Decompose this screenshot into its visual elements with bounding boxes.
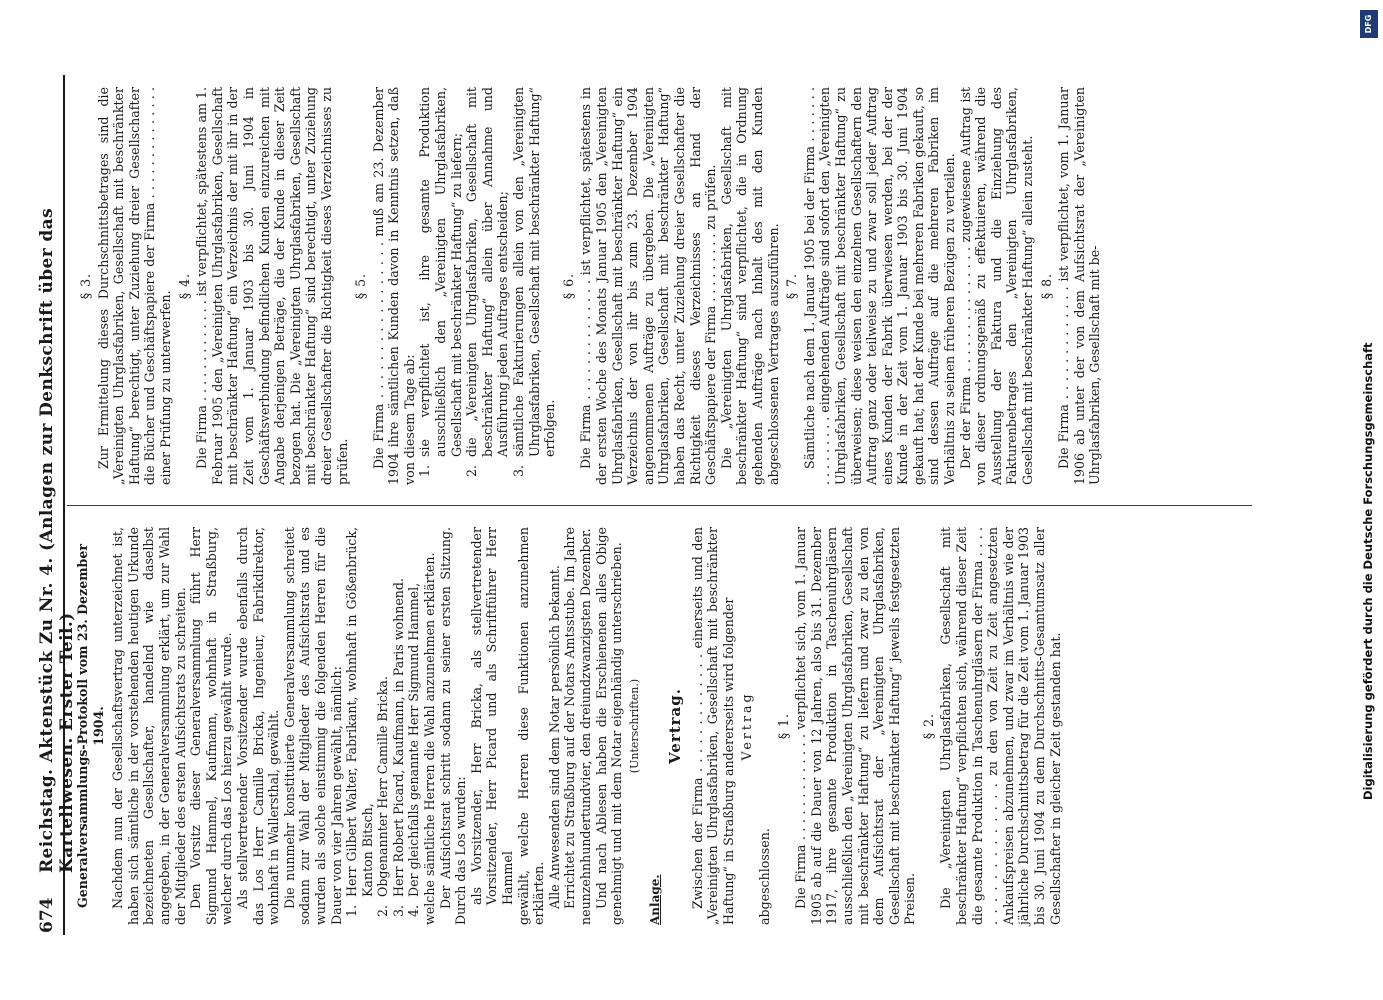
paragraph: Zur Ermittelung dieses Durchschnittsbetrages sind die „Vereinigten Uhrglasfabriken, Gesellschaft mit beschränkter Haftung“ berechtigt, unter Zuziehung dreier Gesellschafter die Bücher und Geschäftspapiere der Firma . . . . . . . . . . . . . . einer Prüfung zu unterwerfen. bbox=[95, 87, 173, 485]
paragraph: Der der Firma . . . . . . . . . . . . . . . zugewiesene Auftrag ist von dieser ordnungsgemäß zu effektuieren, während die Ausstellung der Faktura und die Einziehung des Fakturenbetrages den „Vereinigten Uhrglasfabriken, Gesellschaft mit beschränkter Haftung“ allein zusteht. bbox=[957, 87, 1036, 485]
vertrag-heading: Vertrag. bbox=[665, 688, 684, 764]
paragraph: Die Firma . . . . . . . . . . . . . ist verpflichtet, vom 1. Januar 1906 ab unter der von dem Aufsichtsrat der „Vereinigten Uhrglasfabriken, Gesellschaft mit be- bbox=[1056, 87, 1103, 485]
right-column bbox=[75, 87, 1103, 485]
paragraph: Zwischen der Firma . . . . . . . . . . . . . einerseits und den „Vereinigten Uhrglasfabriken, Gesellschaft mit beschränkter Haftung“ in Straßburg andererseits wird folgender bbox=[689, 527, 736, 925]
paragraph: Alle Anwesenden sind dem Notar persönlich bekannt. bbox=[546, 565, 562, 909]
paragraph: Die Firma . . . . . . . . . . . . . verpflichtet sich, vom 1. Januar 1905 ab auf die Dauer von 12 Jahren, also bis 31. Dezember 1917, ihre gesamte Produktion in Taschenuhrgläsern ausschließlich den „Vereinigten Uhrglasfabriken, Gesellschaft mit beschränkter Haftung“ zu liefern und zwar zu den von dem Aufsichtsrat der „Vereinigten Uhrglasfabriken, Gesellschaft mit beschränkter Haftung“ jeweils festgesetzten Preisen. bbox=[793, 527, 918, 925]
paragraph: Errichtet zu Straßburg auf der Notars Amtsstube. Im Jahre neunzehnhundertundvier, den dreiundzwanzigsten Dezember. bbox=[562, 527, 593, 925]
anlage-label: Anlage. bbox=[648, 874, 663, 925]
section-6-heading: § 6. bbox=[560, 272, 576, 300]
protocol-heading: Generalversammlungs-Protokoll vom 23. Dezember 1904. bbox=[75, 544, 106, 909]
member-item: 2. Obgenannter Herr Camille Bricka. bbox=[375, 676, 391, 917]
paragraph: Die „Vereinigten Uhrglasfabriken, Gesellschaft mit beschränkter Haftung“ verpflichten sich, während dieser Zeit die gesamte Produktion in Taschenuhrgläsern der Firma . . . . . . . . . . . . . . . . . zu den von Zeit zu Zeit angesetzten Ankaufspreisen abzunehmen, und zwar im Verhältnis wie der jährliche Durchschnittsbetrag für die Zeit vom 1. Januar 1903 bis 30. Juni 1904 zu dem Durchschnitts-Gesamtumsatz aller Gesellschafter in gleicher Zeit gestanden hat. bbox=[938, 527, 1063, 925]
running-title: Reichstag. Aktenstück Zu Nr. 4. (Anlagen zur Denkschrift über das Kartellwesen. Erster Teil.) bbox=[37, 207, 77, 873]
document-page bbox=[29, 75, 1359, 935]
paragraph: Die „Vereinigten Uhrglasfabriken, Gesellschaft mit beschränkter Haftung“ sind verpflichtet, die in Ordnung gehenden Aufträge nach Inhalt des mit den Kunden abgeschlossenen Vertrages auszuführen. bbox=[718, 87, 781, 485]
column-divider bbox=[67, 505, 1252, 506]
vertrag-spaced: Vertrag bbox=[739, 691, 755, 761]
paragraph: Nachdem nun der Gesellschaftsvertrag unterzeichnet ist, haben sich sämtliche in der vorstehenden heutigen Urkunde bezeichneten Gesellschafter, handelnd wie daselbst angegeben, in der Generalversammlung erklärt, um zur Wahl der Mitglieder des ersten Aufsichtsrats zu schreiten. bbox=[110, 527, 188, 925]
officers-list: als Vorsitzender, Herr Bricka, als stellvertretender Vorsitzender, Herr Picard und als Schriftführer Herr Hammel bbox=[468, 527, 516, 905]
section-5-heading: § 5. bbox=[353, 272, 369, 300]
signatures-note: (Unterschriften.) bbox=[627, 678, 641, 774]
paragraph: Der Aufsichtsrat schritt sodann zu seiner ersten Sitzung. Durch das Los wurden: bbox=[437, 527, 469, 925]
paragraph: Die Firma . . . . . . . . . . . . . . . . . muß am 23. Dezember 1904 ihre sämtlichen Kunden davon in Kenntnis setzen, daß von diesem Tage ab: bbox=[370, 87, 417, 485]
digitization-note: Digitalisierung gefördert durch die Deutsche Forschungsgemeinschaft bbox=[1361, 342, 1375, 800]
section-3-heading: § 3. bbox=[78, 272, 93, 300]
paragraph: abgeschlossen. bbox=[756, 828, 772, 925]
member-item: 1. Herr Gilbert Walter, Fabrikant, wohnhaft in Gößenbrück, Kanton Bitsch, bbox=[344, 527, 375, 917]
member-item: 3. Herr Robert Picard, Kaufmann, in Paris wohnend. bbox=[390, 578, 406, 917]
list-item: 3. sämtliche Fakturierungen allein von den „Vereinigten Uhrglasfabriken, Gesellschaft mit beschränkter Haftung“ erfolgen. bbox=[511, 87, 558, 477]
list-item: 1. sie verpflichtet ist, ihre gesamte Produktion ausschließlich den „Vereinigten Uhrglasfabriken, Gesellschaft mit beschränkter Haftung“ zu liefern; bbox=[417, 87, 464, 477]
paragraph: welche sämtliche Herren die Wahl anzunehmen erklärten. bbox=[422, 552, 438, 925]
member-item: 4. Der gleichfalls genannte Herr Sigmund Hammel, bbox=[406, 582, 422, 917]
list-item: 2. die „Vereinigten Uhrglasfabriken, Gesellschaft mit beschränkter Haftung“ allein über Annahme und Ausführung jeden Auftrages entscheiden; bbox=[464, 87, 511, 477]
left-column bbox=[75, 527, 1063, 925]
page-number: 674 bbox=[37, 897, 57, 933]
paragraph: Sämtliche nach dem 1. Januar 1905 bei der Firma . . . . . . . . . . . . . . . . eingehenden Aufträge sind sofort den „Vereinigten Uhrglasfabriken, Gesellschaft mit beschränkter Haftung“ zu überweisen; diese weisen den einzelnen Gesellschaftern den Auftrag ganz oder teilweise zu und zwar soll jeder Auftrag eines Kunden der Fabrik überwiesen werden, bei der der Kunde in der Zeit vom 1. Januar 1903 bis 30. Juni 1904 gekauft hat; hat der Kunde bei mehreren Fabriken gekauft, so sind dessen Aufträge auf die mehreren Fabriken im Verhältnis zu seinen früheren Bezügen zu verteilen. bbox=[801, 87, 958, 485]
paragraph: gewählt, welche Herren diese Funktionen anzunehmen erklärten. bbox=[515, 527, 547, 925]
paragraph: Als stellvertretender Vorsitzender wurde ebenfalls durch das Los Herr Camille Bricka, Ingenieur, Fabrikdirektor, wohnhaft in Wallersthal, gewählt. bbox=[234, 527, 282, 925]
section-1-heading: § 1. bbox=[775, 712, 791, 740]
section-2-heading: § 2. bbox=[920, 712, 936, 740]
section-8-heading: § 8. bbox=[1038, 272, 1054, 300]
paragraph: Die nunmehr konstituierte Generalversammlung schreitet sodann zur Wahl der Mitglieder des Aufsichtsrats und es wurden als solche einstimmig die folgenden Herren für die Dauer von vier Jahren gewählt, nämlich: bbox=[281, 527, 344, 925]
paragraph: Die Firma . . . . . . . . . . . . . . ist verpflichtet, spätestens in der ersten Woche des Monats Januar 1905 den „Vereinigten Uhrglasfabriken, Gesellschaft mit beschränkter Haftung“ ein Verzeichnis der von ihr bis zum 23. Dezember 1904 angenommenen Aufträge zu übergeben. Die „Vereinigten Uhrglasfabriken, Gesellschaft mit beschränkter Haftung“ haben das Recht, unter Zuziehung dreier Gesellschafter die Richtigkeit dieses Verzeichnisses an Hand der Geschäftspapiere der Firma . . . . . . . . . zu prüfen. bbox=[578, 87, 719, 485]
paragraph: Die Firma . . . . . . . . . . . . . ist verpflichtet, spätestens am 1. Februar 1905 den „Vereinigten Uhrglasfabriken, Gesellschaft mit beschränkter Haftung“ ein Verzeichnis der mit ihr in der Zeit vom 1. Januar 1903 bis 30. Juni 1904 in Geschäftsverbindung befindlichen Kunden einzureichen mit Angabe derjenigen Beträge, die der Kunde in dieser Zeit bezogen hat. Die „Vereinigten Uhrglasfabriken, Gesellschaft mit beschränkter Haftung“ sind berechtigt, unter Zuziehung dreier Gesellschafter die Richtigkeit dieses Verzeichnisses zu prüfen. bbox=[194, 87, 350, 485]
dfg-logo: DFG bbox=[1360, 10, 1378, 38]
paragraph: Den Vorsitz dieser Generalversammlung führt Herr Sigmund Hammel, Kaufmann, wohnhaft in Straßburg, welcher durch das Los hierzu gewählt wurde. bbox=[188, 527, 235, 925]
section-7-heading: § 7. bbox=[784, 272, 800, 300]
digitization-stamp bbox=[1357, 0, 1383, 1000]
section-4-heading: § 4. bbox=[176, 272, 192, 300]
paragraph: Und nach Ablesen haben die Erschienenen alles Obige genehmigt und mit dem Notar eigenhändig unterschrieben. bbox=[593, 527, 625, 925]
page-header bbox=[29, 75, 77, 935]
